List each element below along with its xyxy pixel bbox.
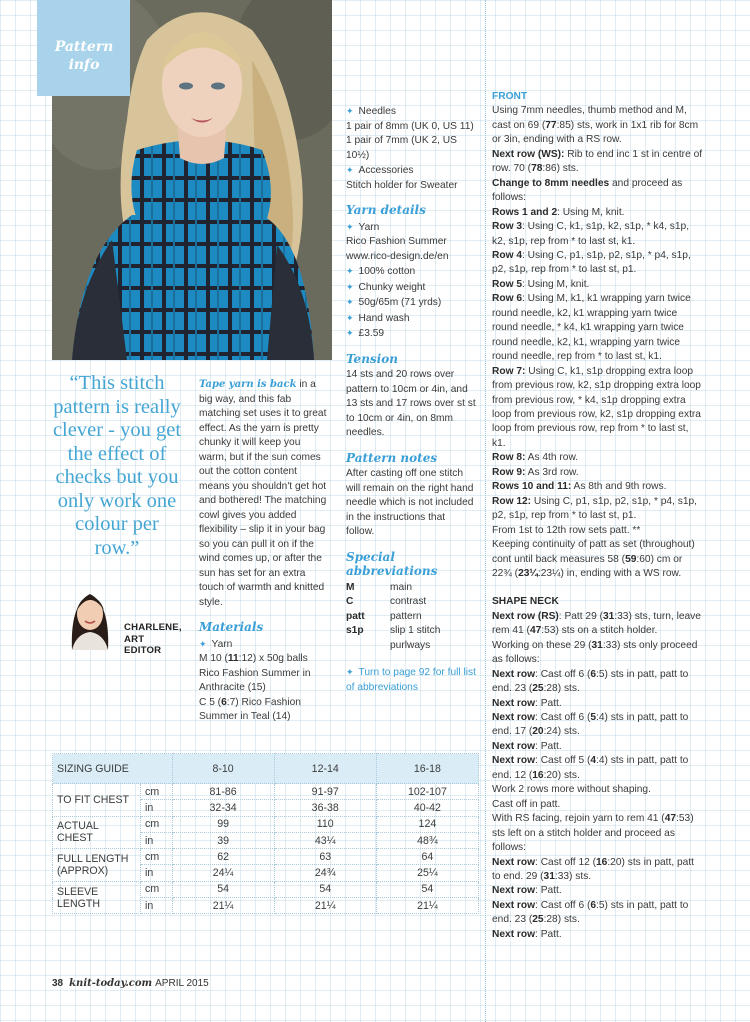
page-footer bbox=[52, 978, 209, 989]
intro-body: in a big way, and this fab matching set uses it to great effect. As the yarn is pretty chunky it will keep you warm, but if the sun comes out the cotton content means you shouldn't get hot and bothered! The matching cowl gives you added flexibility – slip it in your bag so you can pull it on if the wind comes up, or after the sun has set for an extra touch of warmth and knitted style. bbox=[199, 379, 327, 608]
table-cell: 32-34 bbox=[172, 800, 274, 816]
front-row-9: Row 9: As 3rd row. bbox=[492, 466, 579, 478]
accessories-line: Stitch holder for Sweater bbox=[346, 179, 458, 191]
neck-step-9: Cast off in patt. bbox=[492, 798, 561, 810]
neck-step-4: Next row: Patt. bbox=[492, 697, 562, 709]
table-row bbox=[53, 881, 479, 897]
table-cell: 36-38 bbox=[274, 800, 376, 816]
table-cell: 43¼ bbox=[274, 832, 376, 848]
unit-cm: cm bbox=[141, 784, 173, 800]
table-cell: 40-42 bbox=[376, 800, 478, 816]
table-cell: 48¾ bbox=[376, 832, 478, 848]
yarn-care: ✦ Hand wash bbox=[346, 311, 476, 327]
column-divider bbox=[485, 0, 486, 1022]
abbr-key: patt bbox=[346, 610, 365, 622]
instructions-column bbox=[492, 90, 704, 942]
abbreviations-heading: Special abbreviations bbox=[346, 549, 438, 578]
front-rows-10-11: Rows 10 and 11: As 8th and 9th rows. bbox=[492, 481, 667, 493]
unit-cm: cm bbox=[141, 849, 173, 865]
intro-paragraph bbox=[199, 378, 327, 610]
yarn-fibre: ✦ 100% cotton bbox=[346, 264, 476, 280]
abbr-key: C bbox=[346, 596, 354, 607]
front-heading: FRONT bbox=[492, 91, 528, 102]
neck-step-3: Next row: Cast off 6 (6:5) sts in patt, patt to end. 23 (25:28) sts. bbox=[492, 668, 689, 695]
materials-yarn-label: ✦ Yarn bbox=[199, 637, 327, 653]
table-cell: 102-107 bbox=[376, 784, 478, 800]
needles-line-2: 1 pair of 7mm (UK 2, US 10½) bbox=[346, 135, 457, 161]
table-header-row bbox=[53, 754, 479, 784]
front-row-12: Row 12: Using C, p1, s1p, p2, s1p, * p4, s1p, p2, s1p, rep from * to last st, p1. bbox=[492, 495, 697, 522]
row-label: ACTUAL CHEST bbox=[53, 816, 141, 849]
abbreviations-list bbox=[346, 581, 476, 654]
needles-line-1: 1 pair of 8mm (UK 0, US 11) bbox=[346, 120, 474, 132]
table-cell: 21¼ bbox=[376, 898, 478, 914]
table-cell: 54 bbox=[376, 881, 478, 897]
neck-step-6: Next row: Patt. bbox=[492, 740, 562, 752]
row-label: SLEEVE LENGTH bbox=[53, 881, 141, 914]
unit-in: in bbox=[141, 800, 173, 816]
abbreviations-link[interactable]: ✦ Turn to page 92 for full list of abbreviations bbox=[346, 665, 476, 695]
author-role-1: ART bbox=[124, 633, 145, 645]
neck-step-13: Next row: Cast off 6 (6:5) sts in patt, patt to end. 23 (25:28) sts. bbox=[492, 899, 689, 926]
yarn-weight: ✦ Chunky weight bbox=[346, 280, 476, 296]
table-cell: 99 bbox=[172, 816, 274, 832]
author-name: CHARLENE, bbox=[124, 622, 182, 633]
neck-step-8: Work 2 rows more without shaping. bbox=[492, 784, 651, 796]
front-continue: Keeping continuity of patt as set (throughout) cont until back measures 58 (59:60) cm or 22¾ (23¼:23¼) in, ending with a WS row. bbox=[492, 539, 695, 579]
row-label: TO FIT CHEST bbox=[53, 784, 141, 817]
pattern-notes-heading: Pattern notes bbox=[346, 450, 438, 465]
pattern-info-tab bbox=[37, 0, 130, 96]
yarn-url: www.rico-design.de/en bbox=[346, 250, 449, 262]
table-cell: 63 bbox=[274, 849, 376, 865]
avatar-illustration bbox=[64, 584, 116, 650]
materials-main-yarn: M 10 (11:12) x 50g balls Rico Fashion Summer in Anthracite (15) bbox=[199, 653, 311, 693]
neck-step-7: Next row: Cast off 5 (4:4) sts in patt, patt to end. 12 (16:20) sts. bbox=[492, 755, 689, 781]
table-cell: 54 bbox=[274, 881, 376, 897]
author-role-2: EDITOR bbox=[124, 645, 162, 657]
front-sets-patt: From 1st to 12th row sets patt. ** bbox=[492, 524, 641, 536]
issue-date: APRIL 2015 bbox=[155, 978, 209, 989]
abbr-key: s1p bbox=[346, 625, 364, 636]
front-cast-on: Using 7mm needles, thumb method and M, cast on 69 (77:85) sts, work in 1x1 rib for 8cm or 3in, ending with a RS row. bbox=[492, 105, 699, 146]
table-cell: 110 bbox=[274, 816, 376, 832]
table-cell: 21¼ bbox=[274, 898, 376, 914]
neck-step-11: Next row: Cast off 12 (16:20) sts in patt, patt to end. 29 (31:33) sts. bbox=[492, 856, 694, 883]
intro-lead: Tape yarn is back bbox=[199, 379, 297, 390]
size-header: 12-14 bbox=[274, 754, 376, 784]
table-row bbox=[53, 849, 479, 865]
unit-cm: cm bbox=[141, 881, 173, 897]
front-next-row: Next row (WS): Rib to end inc 1 st in centre of row. 70 (78:86) sts. bbox=[492, 148, 703, 175]
size-header: 16-18 bbox=[376, 754, 478, 784]
intro-column bbox=[199, 378, 327, 725]
pattern-notes-text: After casting off one stitch will remain on the right hand needle which is not included in the instructions that follow. bbox=[346, 468, 474, 537]
editor-avatar bbox=[64, 584, 116, 650]
front-row-3: Row 3: Using C, k1, s1p, k2, s1p, * k4, s1p, k2, s1p, rep from * to last st, k1. bbox=[492, 221, 690, 247]
author-credit bbox=[124, 622, 194, 657]
front-row-7: Row 7: Using C, k1, s1p dropping extra loop from previous row, k2, s1p dropping extra loop from previous row, * k4, s1p dropping extra loop from previous row, k2, s1p dropping extra loop from previous row, rep from * to last st, k1. bbox=[492, 365, 701, 449]
table-cell: 25¼ bbox=[376, 865, 478, 881]
table-cell: 24¾ bbox=[274, 865, 376, 881]
site-name[interactable]: knit-today.com bbox=[69, 978, 153, 989]
tab-label: Pattern info bbox=[54, 39, 114, 73]
yarn-details-heading: Yarn details bbox=[346, 203, 426, 217]
unit-in: in bbox=[141, 898, 173, 914]
table-cell: 124 bbox=[376, 816, 478, 832]
abbr-value: main bbox=[390, 581, 413, 593]
yarn-price: ✦ £3.59 bbox=[346, 326, 476, 342]
table-cell: 62 bbox=[172, 849, 274, 865]
unit-in: in bbox=[141, 865, 173, 881]
tension-text: 14 sts and 20 rows over pattern to 10cm or 4in, and 13 sts and 17 rows over st st to 10cm or 4in, on 8mm needles. bbox=[346, 369, 476, 438]
front-row-8: Row 8: As 4th row. bbox=[492, 452, 579, 464]
front-row-4: Row 4: Using C, p1, s1p, p2, s1p, * p4, s1p, p2, s1p, rep from * to last st, p1. bbox=[492, 249, 691, 276]
pull-quote: “This stitch pattern is really clever - you get the effect of checks but you only work one colour per row.” bbox=[52, 372, 182, 559]
details-column bbox=[346, 104, 476, 695]
needles-label: ✦ Needles bbox=[346, 104, 476, 120]
table-cell: 81-86 bbox=[172, 784, 274, 800]
table-cell: 39 bbox=[172, 832, 274, 848]
table-cell: 24¼ bbox=[172, 865, 274, 881]
front-rows-1-2: Rows 1 and 2: Using M, knit. bbox=[492, 206, 625, 218]
front-row-5: Row 5: Using M, knit. bbox=[492, 278, 590, 290]
row-label: FULL LENGTH (APPROX) bbox=[53, 849, 141, 882]
page-number: 38 bbox=[52, 978, 64, 989]
front-row-6: Row 6: Using M, k1, k1 wrapping yarn twice round needle, k2, k1 wrapping yarn twice round needle, * k4, k1 wrapping yarn twice round needle, k2, k1, wrapping yarn twice round needle, rep from * to last st, k1. bbox=[492, 293, 691, 363]
accessories-label: ✦ Accessories bbox=[346, 163, 476, 179]
abbr-value: pattern bbox=[390, 610, 422, 622]
abbr-value: contrast bbox=[390, 596, 427, 607]
shape-neck-heading: SHAPE NECK bbox=[492, 596, 559, 608]
tension-heading: Tension bbox=[346, 351, 398, 366]
table-cell: 21¼ bbox=[172, 898, 274, 914]
yarn-length: ✦ 50g/65m (71 yrds) bbox=[346, 295, 476, 311]
neck-step-5: Next row: Cast off 6 (5:4) sts in patt, patt to end. 17 (20:24) sts. bbox=[492, 712, 689, 738]
table-cell: 91-97 bbox=[274, 784, 376, 800]
table-row bbox=[53, 816, 479, 832]
neck-step-14: Next row: Patt. bbox=[492, 928, 562, 940]
neck-step-2: Working on these 29 (31:33) sts only proceed as follows: bbox=[492, 639, 698, 666]
unit-in: in bbox=[141, 832, 173, 848]
neck-step-12: Next row: Patt. bbox=[492, 885, 562, 897]
abbr-key: M bbox=[346, 581, 355, 593]
materials-contrast-yarn: C 5 (6:7) Rico Fashion Summer in Teal (14) bbox=[199, 696, 301, 722]
table-row bbox=[53, 784, 479, 800]
size-header: 8-10 bbox=[172, 754, 274, 784]
abbr-value: slip 1 stitch purlways bbox=[390, 625, 441, 651]
unit-cm: cm bbox=[141, 816, 173, 832]
materials-heading: Materials bbox=[199, 620, 264, 634]
yarn-name: Rico Fashion Summer bbox=[346, 236, 447, 247]
neck-step-10: With RS facing, rejoin yarn to rem 41 (47:53) sts left on a stitch holder and proceed as follows: bbox=[492, 813, 694, 854]
table-title: SIZING GUIDE bbox=[53, 754, 173, 784]
sizing-guide-table bbox=[52, 753, 479, 914]
table-cell: 64 bbox=[376, 849, 478, 865]
neck-step-1: Next row (RS): Patt 29 (31:33) sts, turn, leave rem 41 (47:53) sts on a stitch holder. bbox=[492, 610, 701, 637]
front-change-needles: Change to 8mm needles and proceed as follows: bbox=[492, 177, 683, 204]
yarn-details-label: ✦ Yarn bbox=[346, 220, 476, 236]
table-cell: 54 bbox=[172, 881, 274, 897]
